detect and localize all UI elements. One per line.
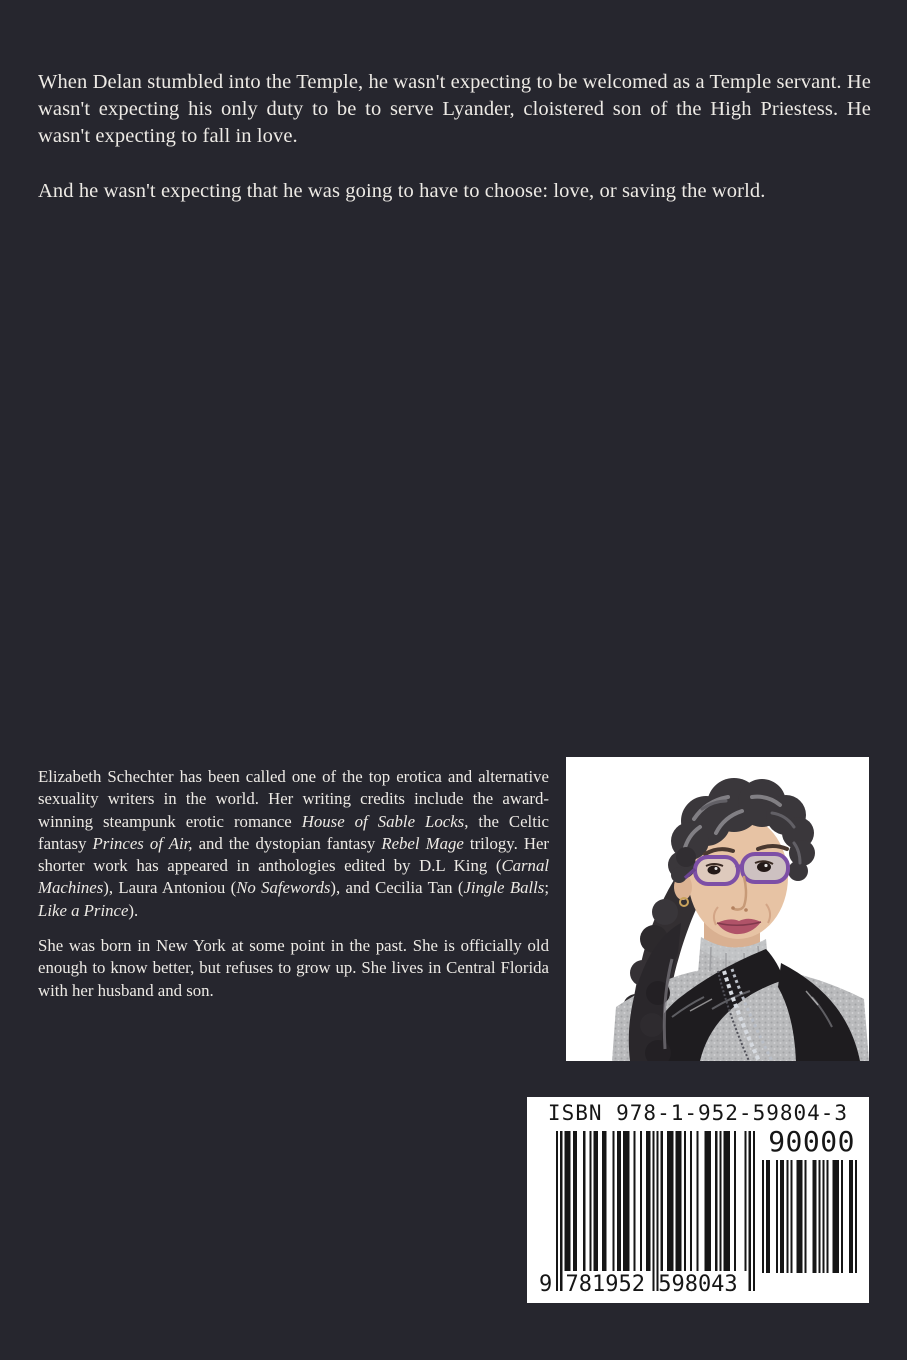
barcode-bar (724, 1131, 730, 1271)
barcode-bar (617, 1131, 621, 1271)
book-title-italic: Princes of Air, (92, 833, 193, 853)
barcode-bar (640, 1131, 642, 1271)
book-title-italic: Carnal Machines (38, 856, 549, 898)
barcode-bar (813, 1160, 817, 1273)
ean13-barcode (556, 1131, 755, 1291)
barcode-bar (855, 1160, 857, 1273)
barcode-bar (661, 1131, 663, 1271)
barcode-bar (556, 1131, 558, 1291)
barcode-bar (833, 1160, 839, 1273)
barcode-bar (652, 1131, 654, 1291)
bio-text-run: trilogy. Her shorter work has appeared in anthologies edited by D.L King ( (38, 833, 550, 876)
barcode-bar (841, 1160, 843, 1273)
barcode-bar (786, 1160, 788, 1273)
bio-text-run: and the dystopian fantasy (192, 833, 382, 853)
barcode-bar (766, 1160, 770, 1273)
barcode-bar (753, 1131, 755, 1291)
author-portrait-illustration (566, 757, 869, 1061)
barcode-bar (684, 1131, 686, 1271)
bio-text-run: ), Laura Antoniou ( (103, 878, 237, 898)
author-photo (566, 757, 869, 1061)
barcode-bar (819, 1160, 821, 1273)
barcode-bar (594, 1131, 598, 1271)
barcode-bar (602, 1131, 606, 1271)
barcode-bar (634, 1131, 636, 1271)
bio-paragraph-2: She was born in New York at some point in the past. She is officially old enough to know better, but refuses to grow up. She lives in Central Florida with her husband and son. (38, 936, 549, 1000)
blurb-paragraph-2: And he wasn't expecting that he was going to have to choose: love, or saving the world. (38, 179, 766, 202)
barcode-bar (849, 1160, 853, 1273)
barcode-bar (573, 1131, 577, 1271)
book-title-italic: Like a Prince (38, 900, 129, 920)
barcode-bar (749, 1131, 751, 1291)
barcode-bar (675, 1131, 681, 1271)
book-title-italic: Rebel Mage (381, 833, 464, 853)
bio-text-run: ; (544, 878, 549, 898)
bio-paragraph-1 (38, 766, 549, 922)
bio-text-run: ), and Cecilia Tan ( (330, 878, 464, 898)
barcode-bar (734, 1131, 736, 1271)
book-title-italic: Jingle Balls (463, 878, 545, 898)
barcode-bar (715, 1131, 717, 1271)
barcode-bar (613, 1131, 615, 1271)
barcode-bar (804, 1160, 806, 1273)
barcode-bar (705, 1131, 711, 1271)
barcode-bar (623, 1131, 629, 1271)
barcode-price-code: 90000 (768, 1125, 855, 1158)
barcode-bar (745, 1131, 747, 1271)
isbn-barcode-block (527, 1097, 869, 1303)
barcode-bar (657, 1131, 659, 1291)
barcode-bar (796, 1160, 802, 1273)
author-bio (38, 766, 549, 1002)
barcode-bar (776, 1160, 778, 1273)
barcode-bar (762, 1160, 764, 1273)
back-cover-blurb (38, 69, 871, 205)
barcode-bar (780, 1160, 784, 1273)
bio-text-run: , the Celtic fantasy (38, 811, 549, 853)
barcode-bar (564, 1131, 570, 1271)
barcode-bar (719, 1131, 721, 1271)
barcode-bar (590, 1131, 592, 1271)
book-title-italic: No Safewords (236, 878, 331, 898)
barcode-bar (696, 1131, 698, 1271)
barcode-digits: 9 781952 598043 (539, 1272, 738, 1297)
isbn-number-label: ISBN 978-1-952-59804-3 (547, 1101, 849, 1125)
barcode-bar (690, 1131, 692, 1271)
barcode-bar (646, 1131, 650, 1271)
blurb-paragraph-1: When Delan stumbled into the Temple, he wasn't expecting to be welcomed as a Temple servant. He wasn't expecting his only duty to be to serve Lyander, cloistered son of the High Priestess. He wasn't expecting to fall in love. (38, 71, 871, 148)
bio-text-run: ). (128, 900, 139, 920)
barcode-bar (583, 1131, 585, 1271)
barcode-bar (667, 1131, 673, 1271)
barcode-bar (827, 1160, 829, 1273)
barcode-bar (790, 1160, 792, 1273)
ean5-supplemental-barcode (762, 1160, 857, 1273)
barcode-bar (560, 1131, 562, 1291)
bio-text-run: Elizabeth Schechter has been called one of the top erotica and alternative sexuality writers in the world. Her writing credits include the award-winning steampunk erotic romance (38, 767, 549, 831)
book-title-italic: House of Sable Locks (301, 811, 465, 831)
barcode-bar (823, 1160, 825, 1273)
